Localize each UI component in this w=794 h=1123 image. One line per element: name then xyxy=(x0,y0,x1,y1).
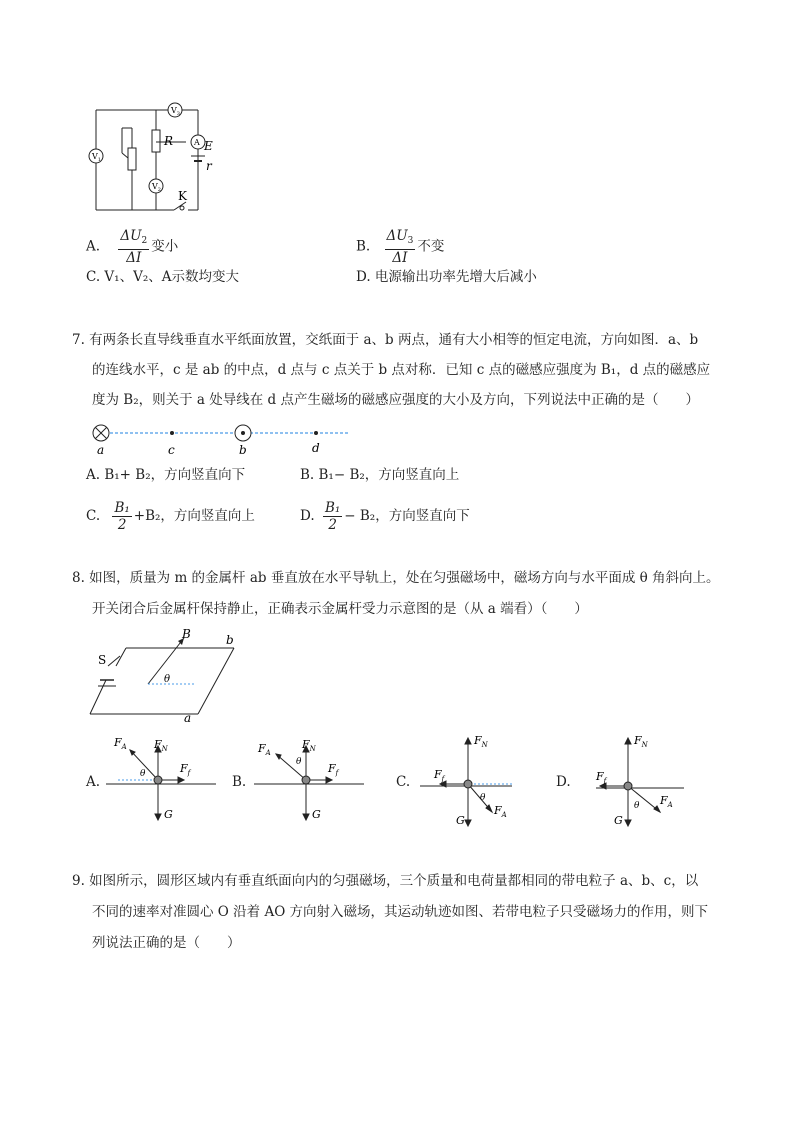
svg-text:FN: $F_N$ xyxy=(302,738,316,753)
svg-text:FN: $F_N$ xyxy=(154,738,168,753)
v1-meter-label: $V_1$ xyxy=(92,152,101,163)
q7-stem-line-2: 的连线水平，c 是 ab 的中点，d 点与 c 点关于 b 点对称．已知 c 点的磁感应强度为 B₁，d 点的磁感应 xyxy=(92,362,711,378)
emf-label: E xyxy=(204,139,213,153)
q8-option-b-force-diagram[interactable] xyxy=(252,732,366,824)
q6-option-b[interactable]: B. $\frac{\Delta U_3}{\Delta I}$ 不变 xyxy=(356,228,445,266)
q7-wire-diagram xyxy=(86,420,356,458)
internal-r-label: r xyxy=(206,159,212,173)
svg-text:θ: θ xyxy=(634,801,640,811)
svg-text:G: G xyxy=(456,814,465,827)
q8-option-a-force-diagram[interactable] xyxy=(104,732,218,824)
q7-stem-line-1: 7. 有两条长直导线垂直水平纸面放置，交纸面于 a、b 两点，通有大小相等的恒定电流，方向如图．a、b xyxy=(72,332,699,348)
q9-stem-line-1: 9. 如图所示，圆形区域内有垂直纸面向内的匀强磁场，三个质量和电荷量都相同的带电粒子 a、b、c，以 xyxy=(72,873,699,889)
q7-option-b[interactable]: B. B₁− B₂，方向竖直向上 xyxy=(300,467,460,483)
svg-text:G: G xyxy=(614,814,623,827)
q8-stem-line-2: 开关闭合后金属杆保持静止，正确表示金属杆受力示意图的是（从 a 端看）（ ） xyxy=(92,601,588,617)
svg-text:FA: $F_A$ xyxy=(114,736,127,751)
q6-circuit-diagram xyxy=(86,98,236,218)
point-d xyxy=(314,431,318,435)
svg-text:d: d xyxy=(312,441,320,455)
svg-text:G: G xyxy=(164,808,173,821)
q6-option-c[interactable]: C. V₁、V₂、A示数均变大 xyxy=(86,269,240,285)
svg-text:FA: $F_A$ xyxy=(660,794,673,809)
ammeter-label: A xyxy=(194,138,200,147)
point-c xyxy=(170,431,174,435)
q9-stem-line-2: 不同的速率对准圆心 O 沿着 AO 方向射入磁场，其运动轨迹如图、若带电粒子只受磁场力的作用，则下 xyxy=(92,904,709,920)
svg-text:θ: θ xyxy=(164,674,171,685)
svg-text:Ff: $F_f$ xyxy=(596,770,607,785)
v2-meter-label: $V_2$ xyxy=(152,182,161,193)
svg-text:c: c xyxy=(168,443,175,457)
svg-text:θ: θ xyxy=(140,769,146,779)
v3-meter-label: $V_3$ xyxy=(171,106,180,117)
wire-a-into-page-icon xyxy=(93,425,109,441)
svg-text:b: b xyxy=(226,633,234,647)
svg-text:θ: θ xyxy=(480,793,486,803)
q9-stem-line-3: 列说法正确的是（ ） xyxy=(92,935,241,951)
svg-text:FN: $F_N$ xyxy=(634,734,648,749)
q8-option-a-label[interactable]: A. xyxy=(86,774,101,790)
svg-text:b: b xyxy=(239,443,247,457)
svg-text:S: S xyxy=(98,653,107,667)
q6-option-d[interactable]: D. 电源输出功率先增大后减小 xyxy=(356,269,537,285)
q8-option-d-label[interactable]: D. xyxy=(556,774,571,790)
q6-option-a[interactable]: A. $\frac{\Delta U_2}{\Delta I}$ 变小 xyxy=(86,228,179,266)
svg-text:FN: $F_N$ xyxy=(474,734,488,749)
svg-text:FA: $F_A$ xyxy=(494,804,507,819)
q8-option-b-label[interactable]: B. xyxy=(232,774,247,790)
q7-option-a[interactable]: A. B₁+ B₂，方向竖直向下 xyxy=(86,467,246,483)
resistor-r-label: R xyxy=(164,134,174,148)
svg-text:FA: $F_A$ xyxy=(258,742,271,757)
svg-text:a: a xyxy=(184,711,192,724)
svg-text:Ff: $F_f$ xyxy=(180,762,191,777)
q7-stem-line-3: 度为 B₂，则关于 a 处导线在 d 点产生磁场的磁感应强度的大小及方向，下列说法中正确的是（ ） xyxy=(92,392,699,408)
q7-option-d[interactable]: D. $\frac{\text{B₁}}{2}$ − B₂，方向竖直向下 xyxy=(300,500,470,533)
svg-text:B: B xyxy=(182,628,191,641)
switch-label: K xyxy=(178,189,187,203)
q7-option-c[interactable]: C. $\frac{\text{B₁}}{2}$ +B₂，方向竖直向上 xyxy=(86,500,255,533)
svg-text:θ: θ xyxy=(296,757,302,767)
svg-text:Ff: $F_f$ xyxy=(434,768,445,783)
q8-option-c-label[interactable]: C. xyxy=(396,774,411,790)
svg-text:Ff: $F_f$ xyxy=(328,762,339,777)
q8-rail-diagram xyxy=(86,628,246,724)
q8-option-c-force-diagram[interactable] xyxy=(416,732,516,828)
wire-b-out-of-page-icon xyxy=(235,425,251,441)
svg-text:a: a xyxy=(97,443,105,457)
q8-stem-line-1: 8. 如图，质量为 m 的金属杆 ab 垂直放在水平导轨上，处在匀强磁场中，磁场方向与水平面成 θ 角斜向上。 xyxy=(72,570,720,586)
q8-option-d-force-diagram[interactable] xyxy=(576,732,686,828)
svg-text:G: G xyxy=(312,808,321,821)
